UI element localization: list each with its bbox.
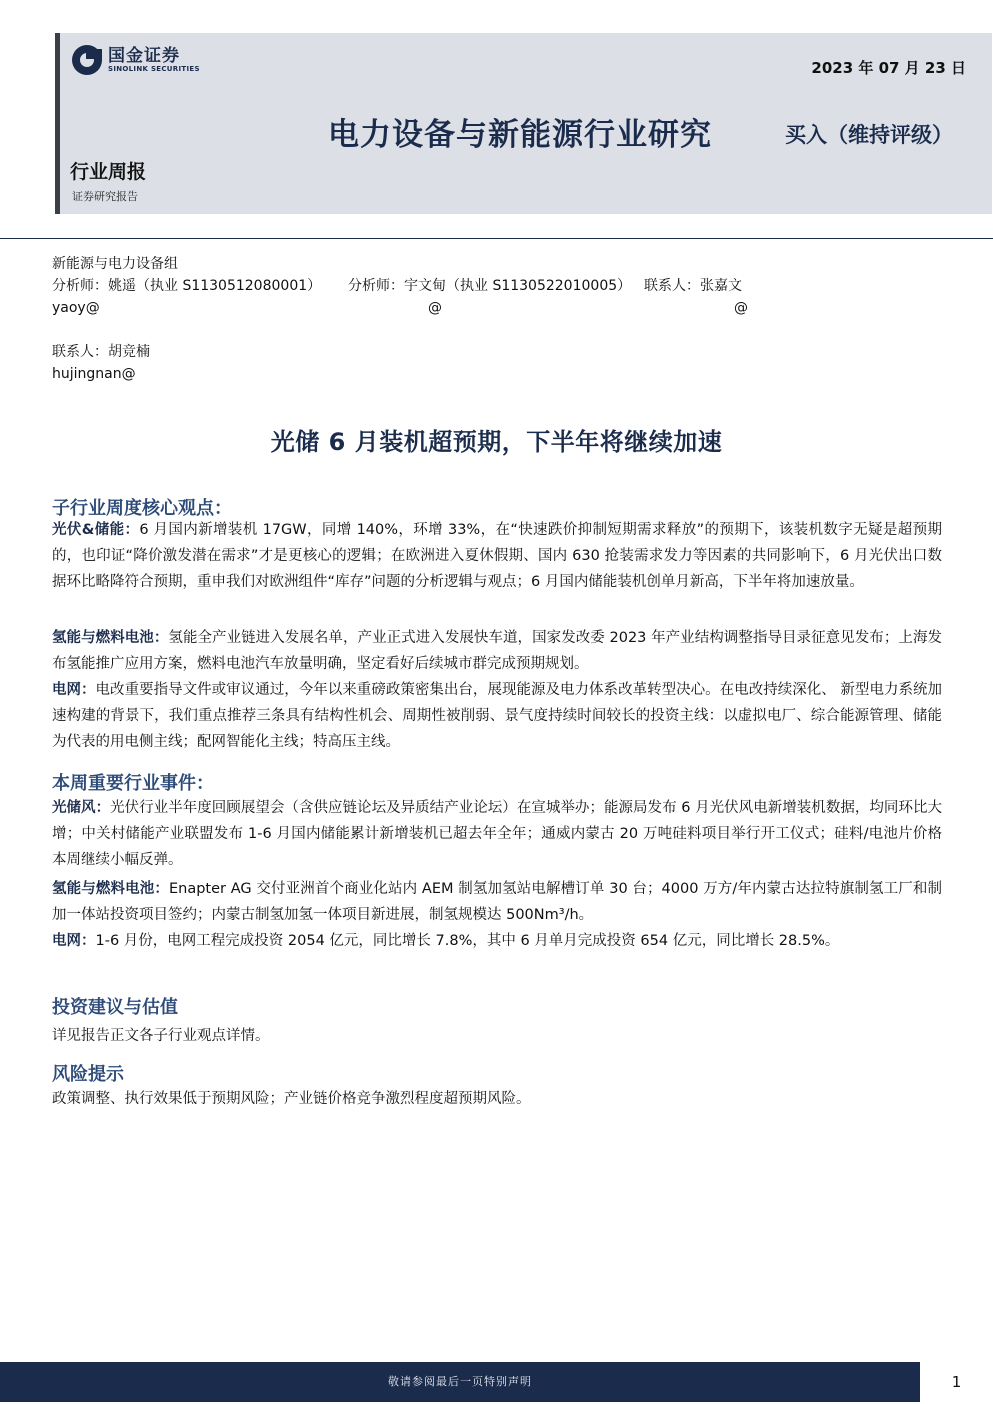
- risk-heading: 风险提示: [52, 1064, 124, 1085]
- event-grid-text: 1-6 月份，电网工程完成投资 2054 亿元，同比增长 7.8%，其中 6 月单月完成投资 654 亿元，同比增长 28.5%。: [95, 933, 840, 949]
- analyst-1: 分析师：姚遥（执业 S1130512080001）: [52, 278, 322, 294]
- event-pv-label: 光储风：: [52, 800, 111, 816]
- contact-2: 联系人：胡竞楠: [52, 344, 150, 360]
- company-logo: [72, 45, 200, 75]
- event-hydrogen-text: Enapter AG 交付亚洲首个商业化站内 AEM 制氢加氢站电解槽订单 30 台；4000 万方/年内蒙古达拉特旗制氢工厂和制加一体站投资项目签约；内蒙古制氢加氢一体项目新进展，制氢规模达 500Nm³/h。: [52, 881, 943, 923]
- report-date: 2023 年 07 月 23 日: [811, 59, 966, 77]
- event-pv-wind: [52, 795, 942, 873]
- core-grid: [52, 677, 942, 755]
- logo-icon: [72, 45, 102, 75]
- core-pv-text: 6 月国内新增装机 17GW，同增 140%，环增 33%，在“快速跌价抑制短期需求释放”的预期下，该装机数字无疑是超预期的，也印证“降价激发潜在需求”才是更核心的逻辑；在欧洲进入夏休假期、国内 630 抢装需求发力等因素的共同影响下，6 月光伏出口数据环比略降符合预期，重申我们对欧洲组件“库存”问题的分析逻辑与观点；6 月国内储能装机创单月新高，下半年将加速放量。: [52, 522, 942, 590]
- investment-text: 详见报告正文各子行业观点详情。: [52, 1028, 270, 1044]
- analyst-1-email[interactable]: yaoy@: [52, 300, 100, 316]
- event-pv-text: 光伏行业半年度回顾展望会（含供应链论坛及异质结产业论坛）在宣城举办；能源局发布 6 月光伏风电新增装机数据，均同环比大增；中关村储能产业联盟发布 1-6 月国内储能累计新增装机已超去年全年；通威内蒙古 20 万吨硅料项目举行开工仪式；硅料/电池片价格本周继续小幅反弹。: [52, 800, 942, 868]
- event-hydrogen-label: 氢能与燃料电池：: [52, 881, 169, 897]
- contact-1: 联系人：张嘉文: [644, 278, 742, 294]
- main-headline: 光储 6 月装机超预期，下半年将继续加速: [270, 428, 723, 456]
- report-category: 证券研究报告: [72, 190, 138, 203]
- logo-name-cn: 国金证券: [108, 45, 180, 66]
- rating-label: 买入（维持评级）: [785, 123, 953, 147]
- core-hydrogen: [52, 625, 942, 677]
- core-hydrogen-text: 氢能全产业链进入发展名单，产业正式进入发展快车道，国家发改委 2023 年产业结构调整指导目录征意见发布；上海发布氢能推广应用方案，燃料电池汽车放量明确，坚定看好后续城市群完成预期规划。: [52, 630, 942, 672]
- risk-text: 政策调整、执行效果低于预期风险；产业链价格竞争激烈程度超预期风险。: [52, 1091, 531, 1107]
- analyst-2-email[interactable]: @: [428, 300, 442, 316]
- contact-1-email[interactable]: @: [734, 300, 748, 316]
- investment-heading: 投资建议与估值: [52, 997, 178, 1018]
- core-pv-storage: [52, 517, 942, 595]
- analyst-2: 分析师：宇文甸（执业 S1130522010005）: [348, 278, 632, 294]
- report-type: 行业周报: [70, 161, 147, 183]
- events-heading: 本周重要行业事件：: [52, 773, 214, 794]
- core-views-heading: 子行业周度核心观点：: [52, 498, 232, 519]
- analyst-group: 新能源与电力设备组: [52, 256, 178, 272]
- core-pv-label: 光伏&储能：: [52, 522, 140, 538]
- core-hydrogen-label: 氢能与燃料电池：: [52, 630, 169, 646]
- event-hydrogen: [52, 876, 942, 928]
- report-title: 电力设备与新能源行业研究: [328, 117, 712, 153]
- page-number: 1: [951, 1373, 962, 1391]
- event-grid: [52, 928, 942, 954]
- core-grid-label: 电网：: [52, 682, 96, 698]
- logo-name-en: SINOLINK SECURITIES: [108, 64, 200, 73]
- contact-2-email[interactable]: hujingnan@: [52, 366, 136, 382]
- header-divider: [0, 238, 993, 239]
- core-grid-text: 电改重要指导文件或审议通过，今年以来重磅政策密集出台，展现能源及电力体系改革转型决心。在电改持续深化、 新型电力系统加速构建的背景下，我们重点推荐三条具有结构性机会、周期性被削弱、景气度持续时间较长的投资主线：以虚拟电厂、综合能源管理、储能为代表的用电侧主线；配网智能化主线；特高压主线。: [52, 682, 942, 750]
- footer-notice: 敬请参阅最后一页特别声明: [0, 1362, 920, 1402]
- event-grid-label: 电网：: [52, 933, 96, 949]
- report-header: [55, 33, 992, 214]
